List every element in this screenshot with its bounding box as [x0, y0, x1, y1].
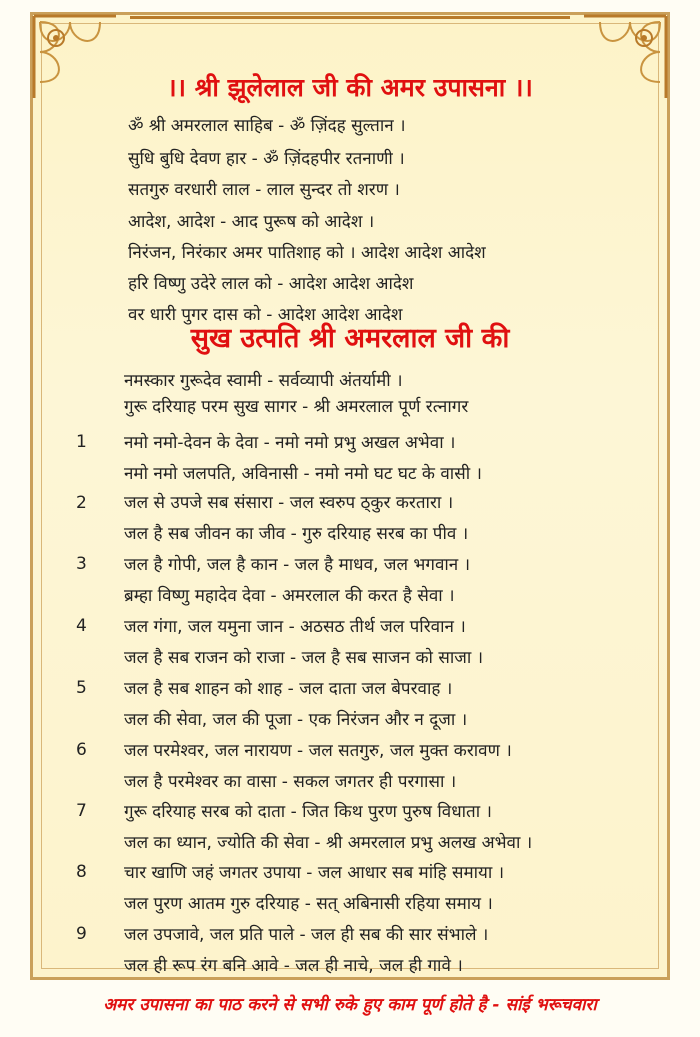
intro-line: निरंजन, निरंकार अमर पातिशाह को । आदेश आदेश आदेश	[128, 243, 486, 263]
verse-line: जल है सब शाहन को शाह - जल दाता जल बेपरवाह ।	[124, 679, 453, 699]
section-subtitle: सुख उत्पति श्री अमरलाल जी की	[190, 323, 510, 354]
verse-number: 6	[76, 740, 87, 760]
footer-note: अमर उपासना का पाठ करने से सभी रुके हुए काम पूर्ण होते है - सांई भरूचवारा	[103, 995, 597, 1015]
verse-line: जल पुरण आतम गुरु दरियाह - सत् अबिनासी रहिया समाय ।	[124, 894, 493, 914]
intro-line: हरि विष्णु उदेरे लाल को - आदेश आदेश आदेश	[128, 274, 414, 294]
intro-line: वर धारी पुगर दास को - आदेश आदेश आदेश	[128, 305, 403, 325]
verse-line: जल है गोपी, जल है कान - जल है माधव, जल भगवान ।	[124, 555, 471, 575]
verse-line: नमो नमो जलपति, अविनासी - नमो नमो घट घट के वासी ।	[124, 464, 482, 484]
verse-line: जल से उपजे सब संसारा - जल स्वरुप ठ्कुर करतारा ।	[124, 493, 454, 513]
verse-line: नमो नमो-देवन के देवा - नमो नमो प्रभु अखल अभेवा ।	[124, 433, 456, 453]
verse-number: 1	[76, 432, 87, 452]
verse-number: 9	[76, 924, 87, 944]
verse-line: जल है सब राजन को राजा - जल है सब साजन को साजा ।	[124, 648, 484, 668]
verse-number: 7	[76, 801, 87, 821]
verse-line: जल ही रूप रंग बनि आवे - जल ही नाचे, जल ही गावे ।	[124, 956, 463, 976]
verse-line: चार खाणि जहं जगतर उपाया - जल आधार सब मांहि समाया ।	[124, 863, 505, 883]
top-border-rule	[130, 16, 570, 19]
sub-line: नमस्कार गुरूदेव स्वामी - सर्वव्यापी अंतर्यामी ।	[124, 371, 403, 391]
sub-line: गुरू दरियाह परम सुख सागर - श्री अमरलाल पूर्ण रत्नागर	[124, 397, 469, 417]
verse-line: जल उपजावे, जल प्रति पाले - जल ही सब की सार संभाले ।	[124, 925, 489, 945]
verse-line: जल का ध्यान, ज्योति की सेवा - श्री अमरलाल प्रभु अलख अभेवा ।	[124, 833, 533, 853]
verse-number: 4	[76, 616, 87, 636]
intro-line: सुधि बुधि देवण हार - ॐ ज़िंदहपीर रतनाणी ।	[128, 149, 405, 169]
verse-line: जल है परमेश्वर का वासा - सकल जगतर ही परगासा ।	[124, 772, 457, 792]
verse-line: गुरू दरियाह सरब को दाता - जित किथ पुरण पुरुष विधाता ।	[124, 802, 492, 822]
verse-number: 8	[76, 862, 87, 882]
verse-line: ब्रम्हा विष्णु महादेव देवा - अमरलाल की करत है सेवा ।	[124, 586, 455, 606]
intro-line: आदेश, आदेश - आद पुरूष को आदेश ।	[128, 212, 375, 232]
intro-line: सतगुरु वरधारी लाल - लाल सुन्दर तो शरण ।	[128, 180, 400, 200]
verse-line: जल की सेवा, जल की पूजा - एक निरंजन और न दूजा ।	[124, 710, 468, 730]
verse-line: जल परमेश्वर, जल नारायण - जल सतगुरु, जल मुक्त करावण ।	[124, 741, 512, 761]
intro-line: ॐ श्री अमरलाल साहिब - ॐ ज़िंदह सुल्तान ।	[128, 116, 406, 136]
verse-number: 2	[76, 493, 87, 513]
verse-line: जल गंगा, जल यमुना जान - अठसठ तीर्थ जल परिवान ।	[124, 617, 466, 637]
verse-number: 3	[76, 554, 87, 574]
verse-number: 5	[76, 678, 87, 698]
verse-line: जल है सब जीवन का जीव - गुरु दरियाह सरब का पीव ।	[124, 524, 469, 544]
page-title: ।। श्री झूलेलाल जी की अमर उपासना ।।	[167, 73, 533, 102]
